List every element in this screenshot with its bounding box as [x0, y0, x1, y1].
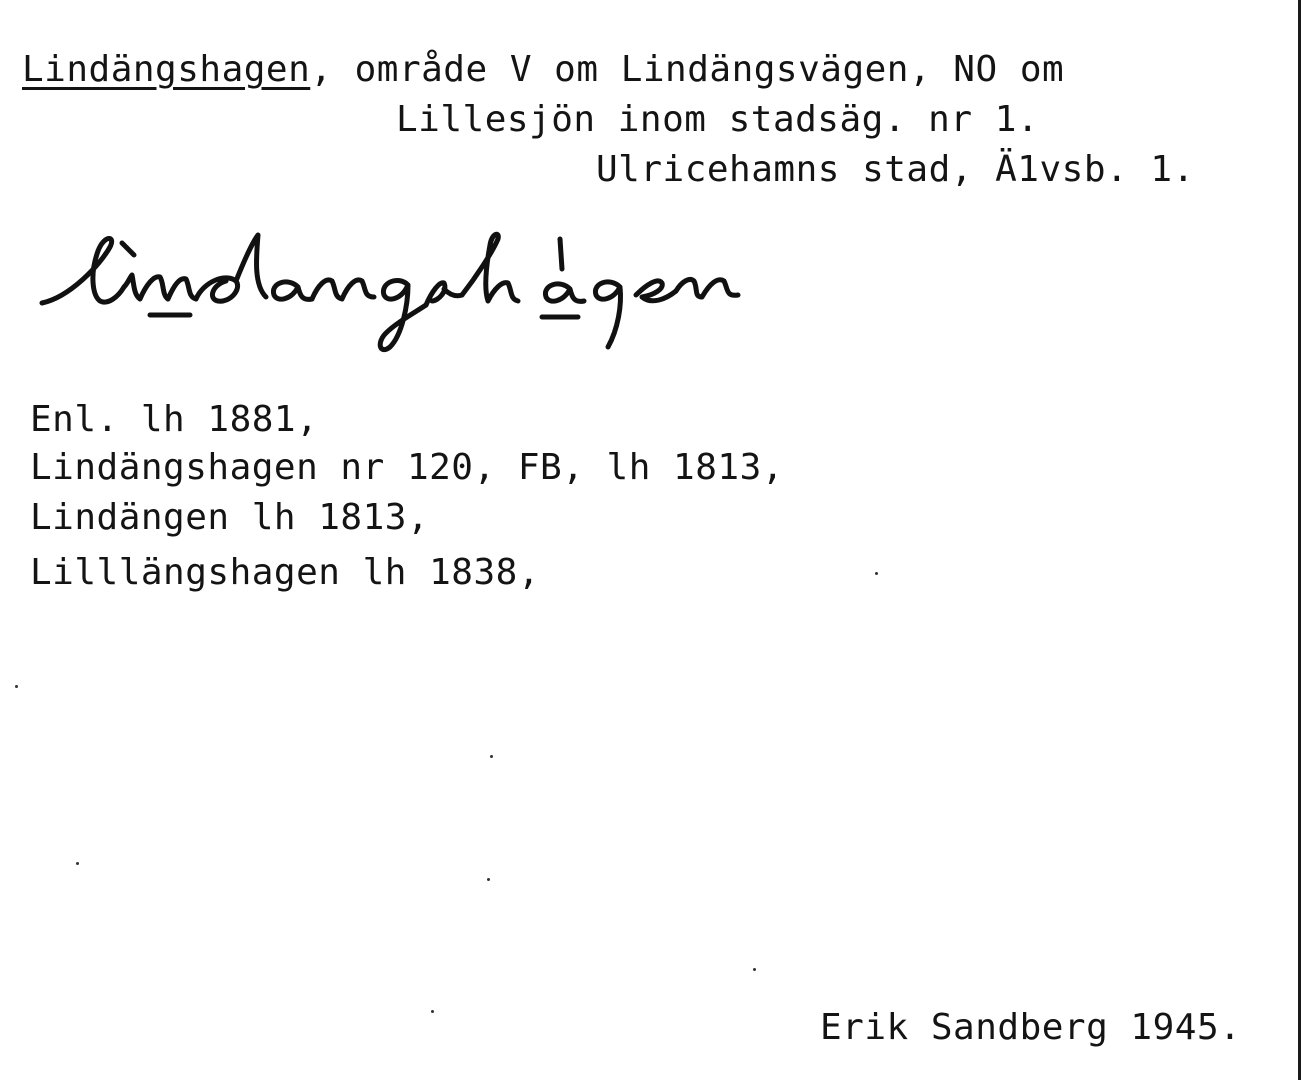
headword: Lindängshagen — [22, 49, 311, 90]
scan-speck — [875, 572, 878, 575]
signature: Erik Sandberg 1945. — [820, 1007, 1242, 1048]
card-edge-line — [1298, 0, 1301, 1080]
scan-speck — [490, 755, 493, 758]
scan-speck — [487, 878, 490, 881]
scan-speck — [76, 862, 79, 865]
header-line-1-rest: , område V om Lindängsvägen, NO om — [310, 49, 1065, 90]
source-line-4: Lilllängshagen lh 1838, — [30, 552, 540, 593]
header-line-3: Ulricehamns stad, Ä1vsb. 1. — [596, 149, 1195, 190]
header-line-2: Lillesjön inom stadsäg. nr 1. — [396, 99, 1040, 140]
scan-speck — [15, 685, 18, 688]
source-line-3: Lindängen lh 1813, — [30, 497, 430, 538]
source-line-2: Lindängshagen nr 120, FB, lh 1813, — [30, 447, 784, 488]
header-line-1 — [22, 49, 1065, 90]
scan-speck — [753, 968, 756, 971]
handwritten-phonetic-name — [30, 225, 830, 365]
source-line-1: Enl. lh 1881, — [30, 399, 319, 440]
scan-speck — [431, 1010, 434, 1013]
